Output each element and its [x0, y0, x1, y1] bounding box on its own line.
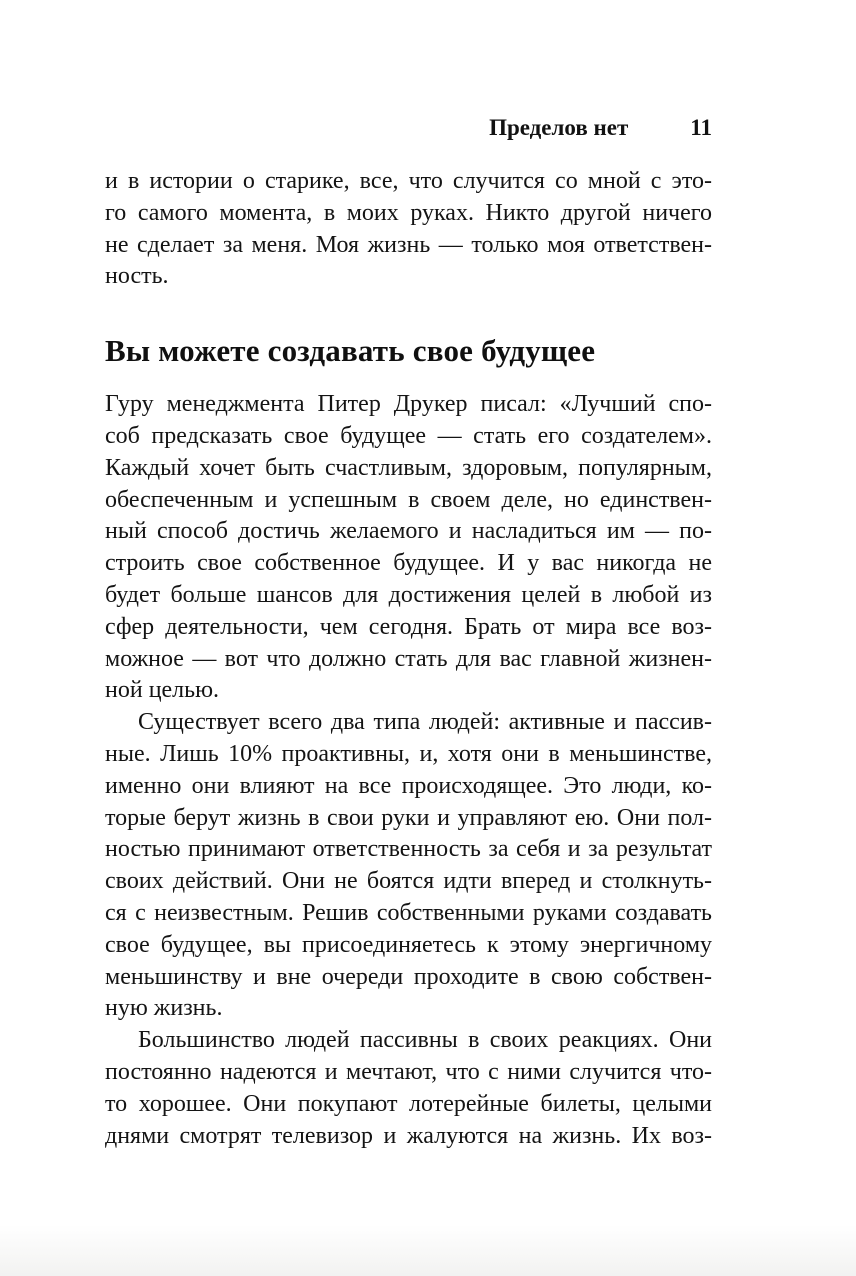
body-line: Существует всего два типа людей: активные и пассив- [138, 709, 712, 736]
body-line: будет больше шансов для достижения целей в любой из [105, 581, 712, 608]
body-line: то хорошее. Они покупают лотерейные билеты, целыми [105, 1090, 712, 1117]
body-line: ные. Лишь 10% проактивны, и, хотя они в меньшинстве, [105, 740, 712, 767]
body-line: можное — вот что должно стать для вас главной жизнен- [105, 645, 712, 672]
body-line: не сделает за меня. Моя жизнь — только моя ответствен- [105, 231, 712, 258]
paragraph [105, 166, 712, 293]
paragraph [105, 707, 712, 1025]
body-text [105, 166, 712, 1152]
section-heading: Вы можете создавать свое будущее [105, 333, 596, 369]
page-number: 11 [690, 115, 712, 140]
running-header [105, 114, 712, 142]
body-line: постоянно надеются и мечтают, что с ними случится что- [105, 1058, 712, 1085]
body-line: сфер деятельности, чем сегодня. Брать от мира все воз- [105, 613, 712, 640]
body-line: го самого момента, в моих руках. Никто другой ничего [105, 199, 712, 226]
paragraph [105, 1025, 712, 1152]
body-line: Большинство людей пассивны в своих реакциях. Они [138, 1027, 712, 1054]
body-line: ную жизнь. [105, 995, 223, 1022]
body-line: обеспеченным и успешным в своем деле, но единствен- [105, 486, 712, 513]
body-line: Каждый хочет быть счастливым, здоровым, популярным, [105, 454, 712, 481]
running-header-title: Пределов нет [489, 115, 629, 140]
body-line: ный способ достичь желаемого и насладиться им — по- [105, 518, 712, 545]
body-line: свое будущее, вы присоединяетесь к этому энергичному [105, 931, 712, 958]
body-line: ностью принимают ответственность за себя и за результат [105, 836, 712, 863]
body-line: ся с неизвестным. Решив собственными руками создавать [105, 899, 712, 926]
paragraph [105, 389, 712, 707]
body-line: Гуру менеджмента Питер Друкер писал: «Лучший спо- [105, 391, 712, 418]
body-line: и в истории о старике, все, что случится со мной с это- [105, 168, 712, 194]
body-line: ность. [105, 263, 169, 290]
body-line: меньшинству и вне очереди проходите в свою собствен- [105, 963, 712, 990]
body-line: соб предсказать свое будущее — стать его создателем». [105, 422, 712, 449]
body-line: торые берут жизнь в свои руки и управляют ею. Они пол- [105, 804, 712, 831]
body-line: именно они влияют на все происходящее. Это люди, ко- [105, 772, 712, 799]
body-line: ной целью. [105, 677, 220, 704]
body-line: своих действий. Они не боятся идти вперед и столкнуть- [105, 868, 712, 895]
body-line: строить свое собственное будущее. И у вас никогда не [105, 550, 712, 577]
body-line: днями смотрят телевизор и жалуются на жизнь. Их воз- [105, 1122, 712, 1149]
